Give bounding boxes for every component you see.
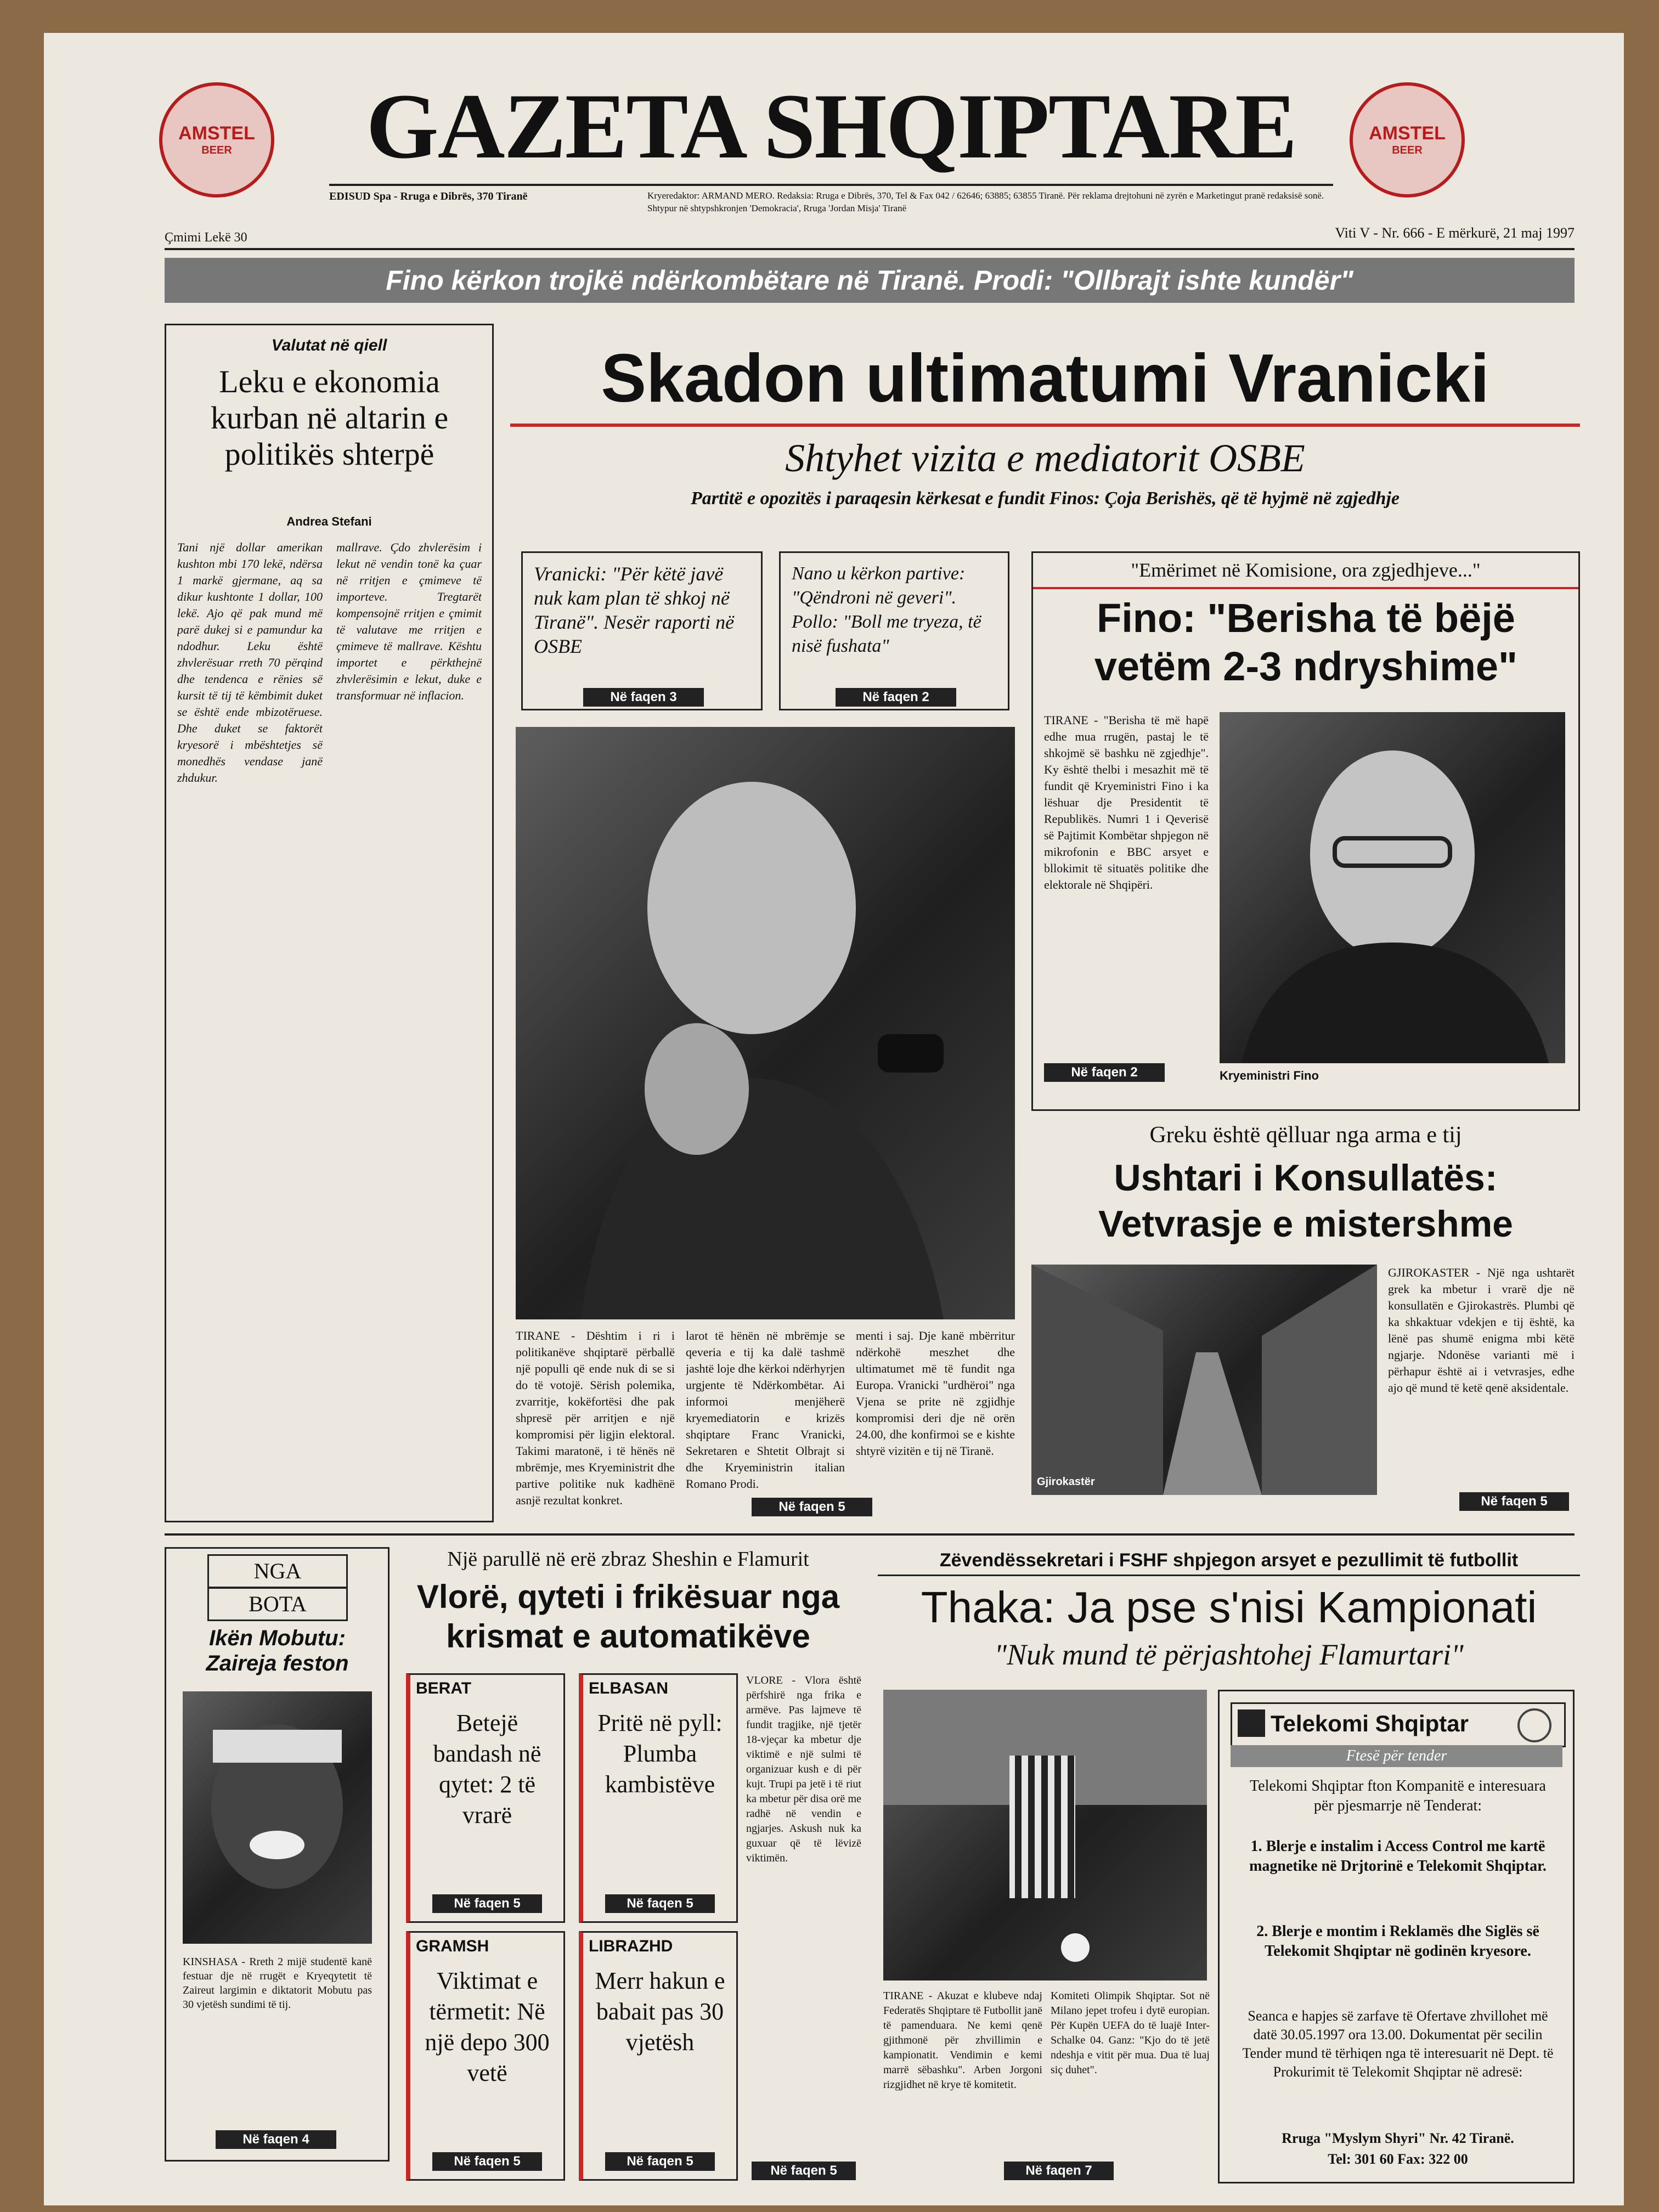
fino-portrait-photo (1220, 712, 1565, 1063)
nga-bota-headline: Ikën Mobutu: Zaireja feston (206, 1626, 349, 1675)
left-column-box (165, 324, 494, 1522)
left-body-2: mallrave. Çdo zhvlerësim i lekut në vendin tonë ka çuar në rritjen e çmimeve të importeve. Tregtarët kompensojnë rritjen e çmimit të valutave me rritjen e çmimeve të mallrave. Kështu importet e përkthejnë zhvlerësimin e lekut, duke e transformuar në inflacion. (336, 540, 482, 702)
fino-ref: Në faqen 2 (1044, 1063, 1165, 1082)
city-ref: Në faqen 5 (605, 2152, 715, 2171)
date-rule (165, 248, 1575, 250)
telekom-emblem-icon (1517, 1708, 1551, 1742)
telekom-address: Rruga "Myslym Shyri" Nr. 42 Tiranë. (1282, 2130, 1514, 2146)
konsullata-body: GJIROKASTER - Një nga ushtarët grek ka mbetur i vrarë dje në konsullatën e Gjirokastrës. Plumbi që ka shkaktuar vdekjen e tij është, ka lënë pas shumë enigma mbi këtë ngjarje. Ndonëse varianti më i përhapur është ai i vetvrasjes, edhe ajo që mund të ketë qenë aksidentale. (1388, 1266, 1575, 1395)
main-body-3: menti i saj. Dje kanë mbërritur ndërkohë meszhet dhe ultimatumet më të fundit nga Europa. Vranicki "urdhëroi" nga Vjena se prite në zgjidhje kompromisi deri dje në orën 24.00, dhe konfirmoi se e kishte shtyrë vizitën e tij në Tiranë. (856, 1329, 1015, 1458)
gjirokaster-photo (1031, 1265, 1377, 1495)
nga-bota-body: KINSHASA - Rreth 2 mijë studentë kanë festuar dje në rrugët e Kryeqytetit të Zaireut largimin e diktatorit Mobutu pas 30 vjetësh sundimi të tij. (183, 1956, 372, 2011)
main-deck: Partitë e opozitës i paraqesin kërkesat e fundit Finos: Çoja Berishës, që të hyjmë në zgjedhje (691, 488, 1400, 509)
konsullata-ref: Në faqen 5 (1459, 1492, 1569, 1511)
ad-logo-subtext: BEER (201, 144, 232, 156)
konsullata-headline: Ushtari i Konsullatës: Vetvrasje e mistershme (1098, 1157, 1514, 1245)
celebration-placeholder-svg (183, 1691, 372, 1944)
city-label: GRAMSH (416, 1937, 489, 1955)
telekom-banner: Ftesë për tender (1231, 1745, 1562, 1767)
bota-label: BOTA (207, 1587, 348, 1621)
quote-box-nano (779, 551, 1009, 710)
ad-logo-text: AMSTEL (1369, 123, 1446, 144)
fino-body: TIRANE - "Berisha të më hapë edhe mua rrugën, pastaj le të shkojmë së bashku në zgjedhje". Ky është thelbi i mesazhit më të fundit që Kryeministri Fino i ka lëshuar dje Presidentit të Republikës. Numri 1 i Qeverisë së Pajtimit Kombëtar shpjegon në mikrofonin e BBC arsyet e bllokimit të situatës politike dhe elektorale në Shqipëri. (1044, 713, 1209, 891)
street-placeholder-svg (1031, 1265, 1377, 1495)
masthead-title: GAZETA SHQIPTARE (366, 75, 1296, 178)
quote-box-vranicki (521, 551, 763, 710)
nga-label: NGA (207, 1554, 348, 1588)
quote-vranicki-ref: Në faqen 3 (583, 688, 704, 707)
sport-rule (878, 1575, 1580, 1576)
city-headline: Betejë bandash në qytet: 2 të vrarë (433, 1709, 541, 1829)
fino-kicker: "Emërimet në Komisione, ora zgjedhjeve..." (1131, 559, 1481, 581)
ad-logo-text: AMSTEL (178, 123, 255, 144)
quote-vranicki: Vranicki: "Për këtë javë nuk kam plan të shkoj në Tiranë". Nesër raporti në OSBE (534, 563, 735, 657)
nga-bota-box (165, 1547, 390, 2162)
main-subhead: Shtyhet vizita e mediatorit OSBE (785, 436, 1305, 480)
vlore-body: VLORE - Vlora është përfshirë nga frika e armëve. Pas lajmeve të fundit tragjike, një tjetër 18-vjeçar ka mbetur dje viktimë e një sulmi të organizuar kush e di për kujt. Trupi pa jetë i të riut ka mbetur për disa orë me radhë në vendin e ngjarjes. Askush nuk ka guxuar që të lëvizë viktimën. (746, 1674, 861, 1864)
telekom-brand-box (1231, 1702, 1566, 1747)
fino-red-rule (1033, 587, 1578, 589)
ad-logo-subtext: BEER (1392, 144, 1423, 156)
amstel-ad-left (159, 82, 274, 198)
sport-subhead: "Nuk mund të përjashtohej Flamurtari" (994, 1638, 1464, 1671)
telekom-ad (1218, 1690, 1575, 2183)
sport-ref: Në faqen 7 (1004, 2162, 1114, 2180)
fino-headline: Fino: "Berisha të bëjë vetëm 2-3 ndryshime" (1094, 595, 1518, 689)
city-label: LIBRAZHD (589, 1937, 673, 1955)
city-label: ELBASAN (589, 1679, 669, 1697)
photo-placeholder-svg (516, 727, 1015, 1319)
city-box-berat (406, 1673, 565, 1923)
main-body-2: larot të hënën në mbrëmje se qeveria e tij ka dalë tashmë jashtë loje dhe kërkoi ndërhyrjen urgjente të Ndërkombëtar. Ai informoi menjëherë kryemediatorin e krizës shqiptare Franc Vranicki, Sekretaren e Shtetit Olbrajt si dhe Kryeministrin italian Romano Prodi. (686, 1329, 845, 1491)
main-body-1: TIRANE - Dështim i ri i politikanëve shqiptarë përballë një populli që ende nuk di se si do të votojë. Sërish polemika, zvarritje, kokëfortësi dhe pak shpresë për arritjen e një kompromisi për ligjin elektoral. Takimi maratonë, i të hënës në mbrëmje, mes Kryeministrit dhe partive politike nuk kadhënë asnjë rezultat konkret. (516, 1329, 675, 1507)
city-headline: Pritë në pyll: Plumba kambistëve (597, 1709, 723, 1798)
konsullata-kicker: Greku është qëlluar nga arma e tij (1149, 1122, 1462, 1148)
telekom-intro: Telekomi Shqiptar fton Kompanitë e interesuara për pjesmarrje në Tenderat: (1250, 1778, 1546, 1814)
city-headline: Merr hakun e babait pas 30 vjetësh (595, 1967, 725, 2056)
city-headline: Viktimat e tërmetit: Në një depo 300 vetë (425, 1967, 550, 2086)
fino-caption: Kryeministri Fino (1220, 1069, 1319, 1082)
masthead-rule (329, 184, 1333, 186)
left-author: Andrea Stefani (286, 515, 372, 528)
football-placeholder-svg (883, 1690, 1207, 1980)
telekom-phone: Tel: 301 60 Fax: 322 00 (1328, 2151, 1468, 2167)
sport-body-1: TIRANE - Akuzat e klubeve ndaj Federatës Shqiptare të Futbollit janë të pamenduara. Ne kemi qenë gjithmonë për zhvillimin e kampionatit. Vendimin e kemi marrë sëbashku". Arben Jorgoni rizgjidhet në krye të komitetit. (883, 1990, 1042, 2091)
quote-nano-ref: Në faqen 2 (836, 688, 956, 707)
sport-headline: Thaka: Ja pse s'nisi Kampionati (921, 1583, 1537, 1632)
city-box-librazhd (579, 1931, 738, 2181)
publisher-info: EDISUD Spa - Rruga e Dibrës, 370 Tiranë (329, 190, 528, 202)
nga-bota-ref: Në faqen 4 (216, 2130, 336, 2149)
sport-kicker: Zëvendëssekretari i FSHF shpjegon arsyet e pezullimit të futbollit (939, 1550, 1519, 1571)
vlore-ref: Në faqen 5 (752, 2162, 856, 2180)
telekom-brand: Telekomi Shqiptar (1271, 1711, 1469, 1736)
telekom-item-2: 2. Blerje e montim i Reklamës dhe Siglës së Telekomit Shqiptar në godinën kryesore. (1256, 1923, 1539, 1960)
lower-section-rule (165, 1533, 1575, 1536)
gjirokaster-caption: Gjirokastër (1037, 1476, 1095, 1488)
editor-info: Kryeredaktor: ARMAND MERO. Redaksia: Rruga e Dibrës, 370, Tel & Fax 042 / 62646; 63885; 63855 Tiranë. Për reklama drejtohuni në zyrën e Marketingut pranë redaksisë sonë. Shtypur në shtypshkronjen 'Demokracia', Rruga 'Jordan Misja' Tiranë (647, 190, 1324, 213)
price: Çmimi Lekë 30 (165, 230, 247, 245)
main-headline: Skadon ultimatumi Vranicki (601, 341, 1489, 416)
city-ref: Në faqen 5 (605, 1894, 715, 1913)
vlore-kicker: Një parullë në erë zbraz Sheshin e Flamurit (447, 1548, 809, 1571)
telekom-note: Seanca e hapjes së zarfave të Ofertave zhvillohet më datë 30.05.1997 ora 13.00. Dokumentat për secilin Tender mund të tërhiqen nga të interesuarit në Dept. të Prokurimit të Telekomit Shqiptar në adresë: (1242, 2008, 1554, 2080)
telekom-item-1: 1. Blerje e instalim i Access Control me kartë magnetike në Drjtorinë e Telekomit Shqiptar. (1249, 1838, 1547, 1875)
fino-box (1031, 551, 1580, 1111)
issue-info: Viti V - Nr. 666 - E mërkurë, 21 maj 1997 (1335, 225, 1575, 241)
top-banner: Fino kërkon trojkë ndërkombëtare në Tiranë. Prodi: "Ollbrajt ishte kundër" (165, 258, 1575, 303)
sport-body-2: Komiteti Olimpik Shqiptar. Sot në Milano jepet trofeu i dytë europian. Për Kupën UEFA do të luajë Inter-Schalke 04. Ganz: "Kjo do të jetë ndeshja e vitit për mua. Dua të luaj siç duhet". (1051, 1990, 1210, 2076)
left-kicker: Valutat në qiell (271, 336, 387, 354)
city-ref: Në faqen 5 (432, 1894, 542, 1913)
left-headline: Leku e ekonomia kurban në altarin e politikës shterpë (210, 364, 449, 472)
city-label: BERAT (416, 1679, 472, 1697)
city-ref: Në faqen 5 (432, 2152, 542, 2171)
main-ref: Në faqen 5 (752, 1498, 872, 1516)
mobutu-celebration-photo (183, 1691, 372, 1944)
quote-nano: Nano u kërkon partive: "Qëndroni në geveri". Pollo: "Boll me tryeza, të nisë fushata" (792, 563, 981, 656)
football-match-photo (883, 1690, 1207, 1980)
vlore-headline: Vlorë, qyteti i frikësuar nga krismat e automatikëve (416, 1578, 840, 1655)
city-box-elbasan (579, 1673, 738, 1923)
telekom-logo-icon (1238, 1709, 1265, 1737)
headline-red-rule (510, 424, 1580, 427)
portrait-placeholder-svg (1220, 712, 1565, 1063)
city-box-gramsh (406, 1931, 565, 2181)
fino-press-photo (516, 727, 1015, 1319)
newspaper-page (44, 33, 1624, 2205)
amstel-ad-right (1350, 82, 1465, 198)
left-body-1: Tani një dollar amerikan kushton mbi 170 lekë, ndërsa 1 markë gjermane, aq sa dikur kushtonte 1 dollar, 100 lekë. Ajo që pak mund më parë dukej si e pamundur ka ndodhur. Leku është zhvlerësuar rreth 70 përqind dhe tendenca e rënies së kursit të tij të këmbimit duket se është ende mbizotëruese. Dhe duket se faktorët kryesorë i mbështetjes së monedhës vendase janë zhdukur. (177, 540, 323, 785)
